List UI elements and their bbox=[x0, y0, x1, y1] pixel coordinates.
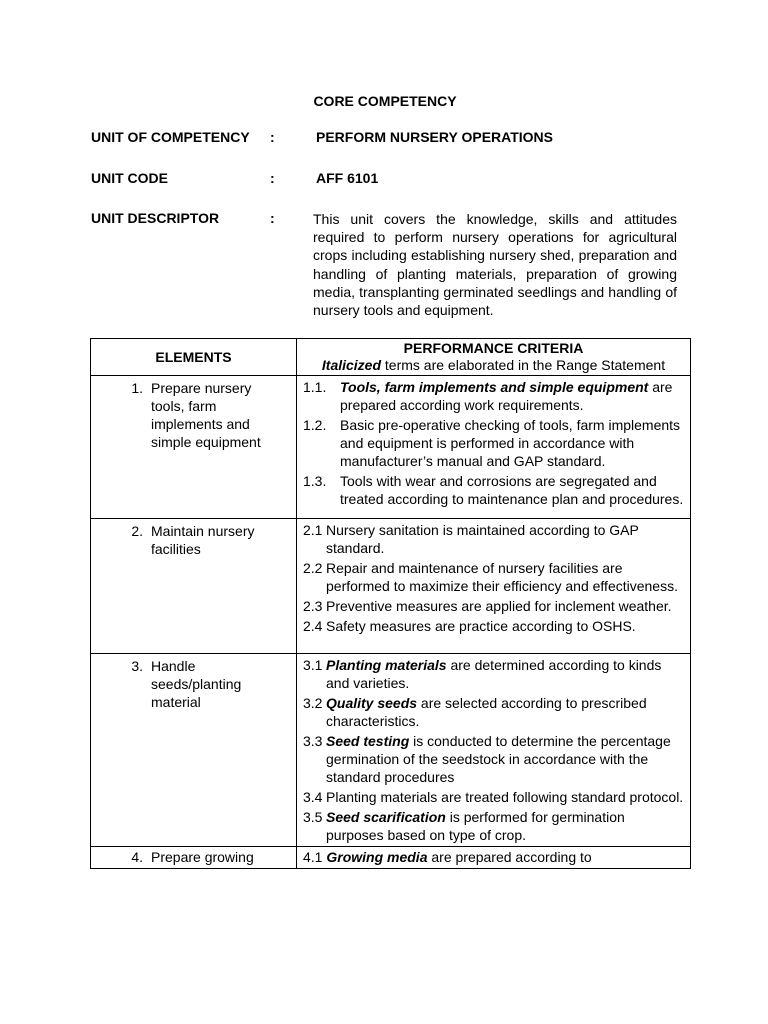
element-cell bbox=[91, 376, 297, 519]
criterion-number: 3.1 bbox=[303, 657, 323, 673]
criterion-number: 3.4 bbox=[303, 789, 323, 805]
element-number: 4. bbox=[131, 849, 143, 865]
criteria-cell bbox=[297, 519, 691, 654]
criterion-text: are determined according to kinds and varieties. bbox=[326, 657, 662, 691]
criteria-header-note bbox=[322, 357, 665, 373]
criterion bbox=[303, 617, 686, 635]
criteria-cell bbox=[297, 847, 691, 869]
element-number: 2. bbox=[131, 523, 143, 539]
criterion bbox=[303, 559, 686, 595]
criterion bbox=[303, 848, 686, 866]
criterion-number: 3.5 bbox=[303, 809, 323, 825]
element-cell bbox=[91, 654, 297, 847]
criterion-text: Preventive measures are applied for inclement weather. bbox=[326, 598, 672, 614]
element-cell bbox=[91, 847, 297, 869]
element-number: 1. bbox=[131, 380, 143, 396]
criterion-text: is conducted to determine the percentage germination of the seedstock in accordance with the standard procedures bbox=[326, 733, 671, 785]
criterion-term: Quality seeds bbox=[326, 695, 418, 711]
criteria-header-title: PERFORMANCE CRITERIA bbox=[403, 340, 584, 356]
criteria-note-italic: Italicized bbox=[321, 357, 382, 373]
elements-header: ELEMENTS bbox=[91, 339, 297, 376]
unit-descriptor-text: This unit covers the knowledge, skills and attitudes required to perform nursery operations for agricultural crops including establishing nursery shed, preparation and handling of planting materials, preparation of growing media, transplanting germinated seedlings and handling of nursery tools and equipment. bbox=[313, 211, 677, 319]
criterion bbox=[303, 597, 686, 615]
element-text: Prepare nursery tools, farm implements and simple equipment bbox=[151, 380, 261, 450]
criterion-number: 2.1 bbox=[303, 522, 323, 538]
criterion-number: 3.2 bbox=[303, 695, 323, 711]
element-text: Maintain nursery facilities bbox=[151, 523, 255, 557]
unit-of-competency-value: PERFORM NURSERY OPERATIONS bbox=[316, 129, 553, 145]
criterion bbox=[303, 472, 686, 508]
criterion-number: 1.2. bbox=[303, 417, 327, 433]
criterion bbox=[303, 788, 686, 806]
criterion-text: Planting materials are treated following standard protocol. bbox=[326, 789, 684, 805]
unit-descriptor-colon: : bbox=[270, 210, 275, 226]
table-header-row bbox=[91, 339, 691, 376]
table-row bbox=[91, 654, 691, 847]
table-row bbox=[91, 519, 691, 654]
unit-code-value: AFF 6101 bbox=[316, 170, 379, 186]
criterion-text: Basic pre-operative checking of tools, farm implements and equipment is performed in accordance with manufacturer’s manual and GAP standard. bbox=[340, 417, 681, 469]
criterion-term: Planting materials bbox=[326, 657, 447, 673]
criterion-term: Seed testing bbox=[326, 733, 410, 749]
criteria-cell bbox=[297, 376, 691, 519]
table-row bbox=[91, 847, 691, 869]
criterion bbox=[303, 378, 686, 414]
criterion-text: are prepared according to bbox=[427, 849, 592, 865]
unit-of-competency-label: UNIT OF COMPETENCY bbox=[91, 129, 250, 145]
competency-table bbox=[90, 338, 691, 869]
criterion-text: Safety measures are practice according to OSHS. bbox=[326, 618, 636, 634]
criterion-number: 1.3. bbox=[303, 473, 327, 489]
criterion-number: 2.3 bbox=[303, 598, 323, 614]
table-row bbox=[91, 376, 691, 519]
criterion-number: 2.2 bbox=[303, 560, 323, 576]
criteria-cell bbox=[297, 654, 691, 847]
criterion-term: Tools, farm implements and simple equipment bbox=[340, 379, 649, 395]
criterion bbox=[303, 732, 686, 786]
criterion bbox=[303, 656, 686, 692]
criteria-note-rest: terms are elaborated in the Range Statement bbox=[381, 357, 666, 373]
element-number: 3. bbox=[131, 658, 143, 674]
criterion-text: are prepared according work requirements. bbox=[340, 379, 673, 413]
criterion-text: Nursery sanitation is maintained according to GAP standard. bbox=[326, 522, 639, 556]
criterion bbox=[303, 416, 686, 470]
criterion-text: Repair and maintenance of nursery facilities are performed to maximize their efficiency and effectiveness. bbox=[326, 560, 678, 594]
criterion-text: are selected according to prescribed characteristics. bbox=[326, 695, 647, 729]
element-text: Handle seeds/planting material bbox=[151, 658, 242, 710]
criteria-header bbox=[297, 339, 691, 376]
element-text: Prepare growing bbox=[151, 849, 254, 865]
criterion-text: is performed for germination purposes based on type of crop. bbox=[326, 809, 625, 843]
criterion-term: Seed scarification bbox=[326, 809, 446, 825]
unit-of-competency-colon: : bbox=[270, 129, 275, 145]
criterion bbox=[303, 808, 686, 844]
criterion bbox=[303, 694, 686, 730]
unit-descriptor-label: UNIT DESCRIPTOR bbox=[91, 210, 220, 226]
criterion-term: Growing media bbox=[326, 849, 428, 865]
criterion-number: 1.1. bbox=[303, 379, 327, 395]
unit-code-label: UNIT CODE bbox=[91, 170, 168, 186]
criterion-text: Tools with wear and corrosions are segregated and treated according to maintenance plan and procedures. bbox=[340, 473, 684, 507]
element-cell bbox=[91, 519, 297, 654]
criterion-number: 2.4 bbox=[303, 618, 323, 634]
unit-code-colon: : bbox=[270, 170, 275, 186]
criterion bbox=[303, 521, 686, 557]
criterion-number: 4.1 bbox=[303, 849, 327, 865]
page-title: CORE COMPETENCY bbox=[313, 93, 457, 109]
criterion-number: 3.3 bbox=[303, 733, 323, 749]
